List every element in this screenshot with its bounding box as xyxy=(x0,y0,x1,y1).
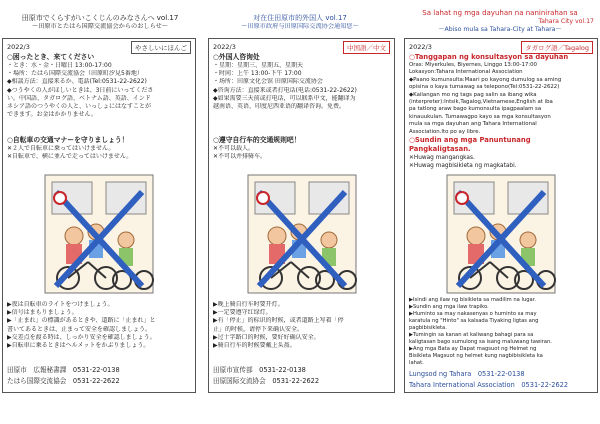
tip-line: ▶一定要遵守红绿灯。 xyxy=(213,309,272,317)
info-line: Association.Ito po ay libre. xyxy=(409,128,481,135)
section-heading: ○Tanggapan ng konsultasyon sa dayuhan xyxy=(409,53,569,61)
tip-line: ▶夜は自転車のライトをつけましょう。 xyxy=(7,301,114,308)
tip-line: lahat. xyxy=(409,360,424,366)
flyer-title-volume: Tahara City vol.17 xyxy=(538,18,594,25)
tip-line: ▶信号はまもりましょう。 xyxy=(7,309,78,317)
tip-line: ▶「止まれ」の標識があるときや、道路に「止まれ」と xyxy=(7,317,156,325)
flyer-date: 2022/3 xyxy=(7,43,30,51)
tip-line: kaligtasan bago sumulong sa isang maluwang tawiran. xyxy=(409,339,552,345)
tip-line: karatula ng "Hinto" sa kalsada Tiyaking ligtas ang xyxy=(409,318,539,324)
info-line: い。中国語、タガログ語、ベトナム語、英語、インド xyxy=(7,94,151,102)
flyer-date: 2022/3 xyxy=(409,43,432,51)
contact-footer xyxy=(213,365,319,387)
section-heading: ○Sundin ang mga Panuntunang Pangkaligtasan. xyxy=(409,136,531,153)
tip-line: 止」的时候，请停下来确认安全。 xyxy=(213,325,304,333)
contact-line: 田原市宣传部 0531-22-0138 xyxy=(213,366,306,374)
info-line: ◆つうやくの人がほしいときは、3日前にいってくださ xyxy=(7,86,154,94)
info-line: ネシア語のつうやくの人と、いっしょにはなすことが xyxy=(7,103,152,111)
bicycle-tips-section xyxy=(7,301,192,350)
section-heading: ○困ったとき、来てください xyxy=(7,53,95,61)
section-heading: ○外国人咨询处 xyxy=(213,53,260,61)
language-tag: タガログ語／Tagalog xyxy=(521,41,593,54)
prohibition-line: ✕２人で自転車に乗ってはいけません。 xyxy=(7,145,115,152)
bicycle-rules-section xyxy=(409,136,594,170)
tip-line: ▶有「停止」的标识的时候，或者道路上写着「停 xyxy=(213,317,344,325)
contact-line: Lungsod ng Tahara 0531-22-0138 xyxy=(409,370,525,378)
info-line: kinauukulan. Tumawagpo kayo sa mga konsultasyon xyxy=(409,113,551,120)
japanese-flyer xyxy=(2,0,198,424)
contact-footer xyxy=(7,365,120,387)
consultation-section xyxy=(213,53,391,111)
prohibition-line: ✕不可以载人。 xyxy=(213,145,255,152)
consultation-section xyxy=(7,53,192,119)
info-line: opisina o kaya tumawag sa telepono(Tel:0531-22-2622) xyxy=(409,84,560,91)
tip-line: 書いてあるときは、止まって安全を確認しましょう。 xyxy=(7,325,152,333)
info-line: ・場所：たはら国際交流協会（田原町汐見5番地） xyxy=(7,70,143,78)
contact-footer xyxy=(409,369,568,391)
bicycle-prohibition-illustration xyxy=(44,174,154,294)
info-line: ◆咨询方法：直接来或者打电话(电话:0531-22-2622) xyxy=(213,86,357,94)
tip-line: ▶过十字路口的时候，要好好确认安全。 xyxy=(213,333,320,341)
tip-line: pagbibisikleta. xyxy=(409,325,447,331)
flyer-subtitle: ～田原市政府与田原国际交流协会通知您～ xyxy=(241,23,359,30)
section-heading: ○自転車の交通マナーを守りましょう！ xyxy=(7,136,129,144)
prohibition-line: ✕自転車で、横に並んで走ってはいけません。 xyxy=(7,153,133,161)
flyer-body xyxy=(2,38,196,393)
bicycle-rules-section xyxy=(7,136,192,161)
info-line: ◆相談方法：直接来るか、電話(Tel:0531-22-2622) xyxy=(7,78,147,86)
info-line: Oras: Miyerkules, Biyernes, Linggo 13:00-17:00 xyxy=(409,62,537,68)
contact-line: たはら国際交流協会 0531-22-2622 xyxy=(7,377,120,385)
bicycle-prohibition-illustration xyxy=(446,174,556,294)
contact-line: Tahara International Association 0531-22-2622 xyxy=(409,381,569,389)
flyer-title: 田原市でくらすがいこくじんのみなさんへ vol.17 xyxy=(21,14,179,22)
tip-line: ▶Isindi ang ilaw ng bisikleta sa madilim na lugar. xyxy=(409,297,537,303)
info-line: (interpreter):Intsik,Tagalog,Vietnamese,English at iba xyxy=(409,99,553,106)
tip-line: ▶自転車に乗るときはヘルメットをかぶりましょう。 xyxy=(7,342,150,350)
info-line: ◆Paano kumunsulta:Maari po kayong dumulog sa aming xyxy=(409,76,562,83)
info-line: Lokasyon:Tahara International Association xyxy=(409,69,523,76)
tip-line: ▶Tumingin sa kanan at kaliwang bahagi para sa xyxy=(409,332,534,338)
info-line: mula sa mga dayuhan ang Tahara International xyxy=(409,121,537,128)
info-line: ・星期：星期三、星期五、星期天 xyxy=(213,62,304,69)
section-heading: ○遵守自行车的交通规则吧！ xyxy=(213,136,301,144)
tip-line: ▶Ang mga Bata ay Dapat magsuot ng Helmet ng xyxy=(409,346,537,352)
info-line: ・场所：田原文化会馆 田原国际交流协会 xyxy=(213,78,323,86)
tip-line: ▶骑自行车的时候要戴上头盔。 xyxy=(213,342,296,350)
flyer-date: 2022/3 xyxy=(213,43,236,51)
info-line: ◆如果需要三天前或打电话，可以联系中文，能翻译为 xyxy=(213,94,356,102)
flyer-title: 对在住田原市的外国人 vol.17 xyxy=(253,14,347,22)
info-line: ・とき：水・金・日曜日 13:00-17:00 xyxy=(7,62,112,69)
info-line: ◆Kailangan mo ng tags pag salin sa ibang wika xyxy=(409,91,537,98)
tip-line: ▶晚上骑自行车时要开灯。 xyxy=(213,301,284,308)
language-tag: 中国語／中文 xyxy=(343,41,390,54)
info-line: ・时间：上午 13:00-下午 17:00 xyxy=(213,70,302,78)
bicycle-tips-section xyxy=(213,301,391,350)
prohibition-line: ✕不可以并排骑车。 xyxy=(213,153,267,161)
tip-line: ▶交差点を渡る時は、しっかり安全を確認しましょう。 xyxy=(7,333,156,341)
tagalog-flyer xyxy=(402,0,598,424)
bicycle-rules-section xyxy=(213,136,391,161)
consultation-section xyxy=(409,53,594,136)
prohibition-line: ✕Huwag mangangkas. xyxy=(409,155,475,161)
info-line: できます。お金はかかりません。 xyxy=(7,111,97,119)
flyer-body xyxy=(404,38,598,393)
contact-line: 田原国际交流协会 0531-22-2622 xyxy=(213,377,320,385)
flyer-subtitle: ～田原市とたはら国際交流協会からのおしらせ～ xyxy=(32,23,168,30)
tip-line: Bisikleta Magsuot ng helmet kung nagbibisikleta ka xyxy=(409,353,543,359)
contact-line: 田原市 広報秘書課 0531-22-0138 xyxy=(7,366,120,374)
chinese-flyer xyxy=(204,0,396,424)
bicycle-prohibition-illustration xyxy=(247,174,357,294)
flyer-body xyxy=(208,38,395,393)
tip-line: ▶Sundin ang mga ilaw trapiko. xyxy=(409,304,489,310)
language-tag: やさしいにほんご xyxy=(131,41,191,54)
info-line: 越南语、英语、印度尼西亚语的翻译咨询。免费。 xyxy=(213,103,346,111)
tip-line: ▶Huminto sa may nakasenyas o huminto sa may xyxy=(409,311,537,317)
info-line: pa tatlong araw bago kumonsulta ipagpaalam sa xyxy=(409,106,542,113)
prohibition-line: ✕Huwag magbisikleta ng magkatabi. xyxy=(409,163,517,169)
bicycle-tips-section xyxy=(409,297,594,367)
flyer-title: Sa lahat ng mga dayuhan na naninirahan sa xyxy=(422,9,578,17)
flyer-subtitle: ～Abiso mula sa Tahara-City at Tahara～ xyxy=(438,26,562,33)
